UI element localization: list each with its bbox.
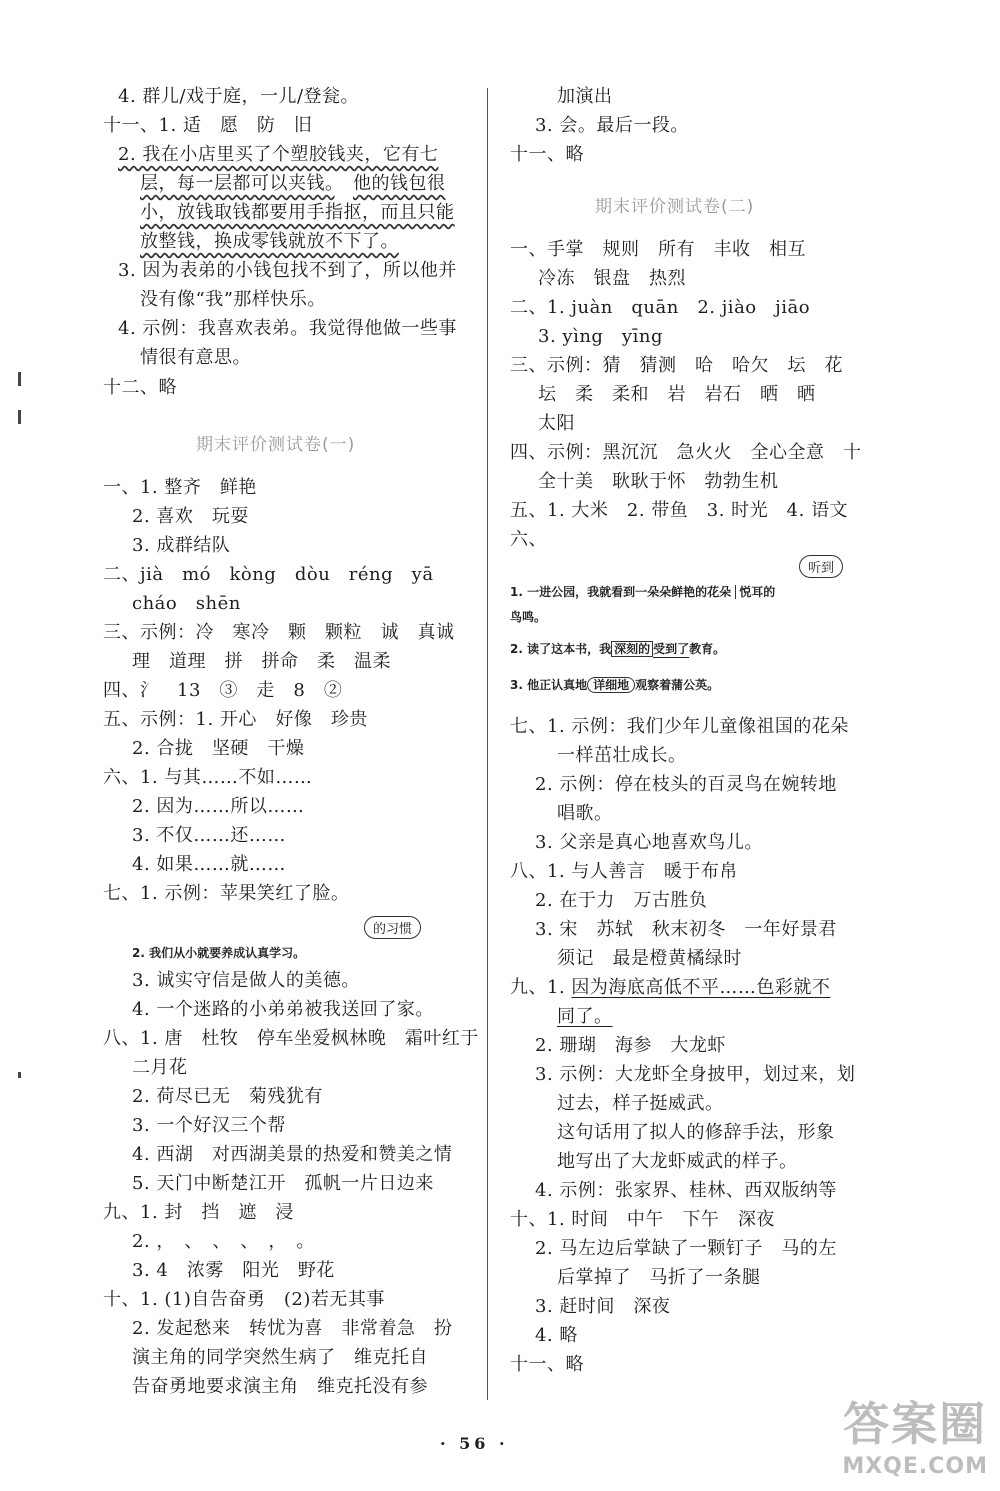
answer-line: 四、示例：黑沉沉 急火火 全心全意 十	[510, 442, 862, 463]
answer-line: 须记 最是橙黄橘绿时	[557, 948, 742, 969]
answer-line: 后掌掉了 马折了一条腿	[557, 1267, 761, 1288]
answer-line: 2. 珊瑚 海参 大龙虾	[535, 1035, 726, 1056]
wavy-underlined-text: 2. 我在小店里买了个塑胶钱夹，它有七	[118, 144, 439, 165]
section-heading: 期末评价测试卷(一)	[196, 435, 356, 455]
answer-line: 3. 因为表弟的小钱包找不到了，所以他并	[118, 260, 457, 281]
answer-line: 太阳	[538, 413, 575, 434]
answer-line: 3. 示例：大龙虾全身披甲，划过来，划	[535, 1064, 856, 1085]
answer-line: 4. 略	[535, 1325, 578, 1346]
answer-line: 全十美 耿耿于怀 勃勃生机	[538, 471, 779, 492]
answer-line: 2. 示例：停在枝头的百灵鸟在婉转地	[535, 774, 837, 795]
answer-line: 十、1. 时间 中午 下午 深夜	[510, 1209, 775, 1230]
answer-line: 2. 发起愁来 转忧为喜 非常着急 扮	[132, 1318, 453, 1339]
answer-line: 四、氵 13 ③ 走 8 ②	[103, 680, 343, 701]
underlined-word: 受到了	[653, 642, 690, 656]
answer-line: 4. 示例：张家界、桂林、西双版纳等	[535, 1180, 837, 1201]
sentence-text: 教育。	[689, 642, 726, 656]
answer-line	[140, 201, 455, 225]
answer-line: 一样茁壮成长。	[557, 745, 687, 766]
answer-line: 七、1. 示例：我们少年儿童像祖国的花朵	[510, 716, 849, 737]
answer-line: 2. 在于力 万古胜负	[535, 890, 708, 911]
boxed-word: 深刻的	[611, 641, 653, 657]
answer-line: 4. 示例：我喜欢表弟。我觉得他做一些事	[118, 318, 457, 339]
answer-line: 这句话用了拟人的修辞手法，形象	[557, 1122, 835, 1143]
answer-line: cháo shēn	[132, 593, 241, 614]
answer-line: 3. 赶时间 深夜	[535, 1296, 671, 1317]
answer-line: 六、1. 与其……不如……	[103, 767, 313, 788]
answer-line: 七、1. 示例：苹果笑红了脸。	[103, 883, 350, 904]
answer-line: 2. 因为……所以……	[132, 796, 305, 817]
correction-sentence	[510, 676, 719, 693]
answer-line: 4. 西湖 对西湖美景的热爱和赞美之情	[132, 1144, 453, 1165]
answer-line	[510, 976, 830, 1000]
answer-line: 5. 天门中断楚江开 孤帆一片日边来	[132, 1173, 434, 1194]
watermark-url: MXQE.COM	[842, 1454, 988, 1479]
answer-line: 地写出了大龙虾威武的样子。	[557, 1151, 798, 1172]
wavy-underlined-text: 他的钱包很	[353, 173, 446, 194]
answer-line: 一、手掌 规则 所有 丰收 相互	[510, 239, 806, 260]
answer-line: 唱歌。	[557, 803, 613, 824]
correction-sentence: 鸟鸣。	[510, 610, 547, 624]
insert-bubble: 听到	[799, 555, 843, 578]
page-number: · 56 ·	[440, 1434, 509, 1453]
watermark	[842, 1388, 988, 1479]
answer-line: 3. 成群结队	[132, 535, 231, 556]
answer-line: 过去，样子挺威武。	[557, 1093, 724, 1114]
answer-line: 二月花	[132, 1057, 188, 1078]
answer-line: 十一、略	[510, 1354, 584, 1375]
underlined-text: 因为海底高低不平……色彩就不	[571, 977, 831, 998]
column-divider	[487, 88, 488, 1400]
answer-line: 2. ， 、 、 、 ， 。	[132, 1231, 315, 1252]
correction-sentence	[510, 640, 725, 657]
answer-line: 告奋勇地要求演主角 维克托没有参	[132, 1376, 428, 1397]
answer-line	[557, 1005, 613, 1029]
answer-line: 冷冻 银盘 热烈	[538, 268, 686, 289]
answer-line	[118, 143, 438, 167]
answer-line: 六、	[510, 529, 547, 550]
answer-line: 加演出	[557, 86, 613, 107]
answer-line: 2. 喜欢 玩耍	[132, 506, 249, 527]
answer-line: 五、示例：1. 开心 好像 珍贵	[103, 709, 368, 730]
sentence-text: 3. 他正认真地	[510, 678, 588, 692]
answer-line: 三、示例：猜 猜测 哈 哈欠 坛 花	[510, 355, 843, 376]
underlined-text: 同了。	[557, 1006, 613, 1027]
answer-line	[140, 172, 446, 196]
watermark-logo: 答案圈	[843, 1397, 988, 1451]
answer-line: 3. 不仅……还……	[132, 825, 286, 846]
answer-line: 演主角的同学突然生病了 维克托自	[132, 1347, 428, 1368]
answer-line: 二、1. juàn quān 2. jiào jiāo	[510, 297, 811, 318]
sentence-text: 悦耳的	[735, 585, 775, 599]
answer-line: 2. 荷尽已无 菊残犹有	[132, 1086, 323, 1107]
margin-mark	[18, 1072, 21, 1078]
answer-line: 3. 诚实守信是做人的美德。	[132, 970, 360, 991]
answer-line	[140, 230, 399, 254]
answer-line: 十二、略	[103, 377, 177, 398]
answer-line: 2. 马左边后掌缺了一颗钉子 马的左	[535, 1238, 837, 1259]
answer-line: 三、示例：冷 寒冷 颗 颗粒 诚 真诚	[103, 622, 455, 643]
sentence-text: 2. 读了这本书，我	[510, 642, 612, 656]
answer-line: 3. 4 浓雾 阳光 野花	[132, 1260, 335, 1281]
sentence-text: 观察着蒲公英。	[635, 678, 720, 692]
answer-line: 十一、略	[510, 144, 584, 165]
answer-line: 4. 一个迷路的小弟弟被我送回了家。	[132, 999, 434, 1020]
answer-line: 2. 合拢 坚硬 干燥	[132, 738, 305, 759]
answer-line: 4. 群儿/戏于庭，一儿/登瓮。	[118, 86, 360, 107]
section-heading: 期末评价测试卷(二)	[595, 197, 755, 217]
answer-line: 坛 柔 柔和 岩 岩石 晒 晒	[538, 384, 816, 405]
answer-line: 3. 会。最后一段。	[535, 115, 689, 136]
correction-sentence	[510, 583, 775, 600]
wavy-underlined-text: 小，放钱取钱都要用手指抠，而且只能	[140, 202, 455, 223]
answer-line: 3. 父亲是真心地喜欢鸟儿。	[535, 832, 763, 853]
answer-line: 4. 如果……就……	[132, 854, 286, 875]
answer-line: 十、1. (1)自告奋勇 (2)若无其事	[103, 1289, 385, 1310]
sentence-text: 1. 一进公园，我就看到一朵朵鲜艳的花朵	[510, 585, 732, 599]
wavy-underlined-text: 放整钱，换成零钱就放不下了。	[140, 231, 399, 252]
margin-mark	[18, 410, 21, 424]
answer-line: 十一、1. 适 愿 防 旧	[103, 115, 313, 136]
correction-sentence: 2. 我们从小就要养成认真学习。	[132, 946, 306, 960]
circled-word: 详细地	[587, 677, 635, 693]
answer-line: 八、1. 与人善言 暖于布帛	[510, 861, 738, 882]
answer-line: 3. 一个好汉三个帮	[132, 1115, 286, 1136]
answer-line: 九、1. 封 挡 遮 浸	[103, 1202, 294, 1223]
answer-line: 情很有意思。	[140, 347, 251, 368]
answer-line: 没有像“我”那样快乐。	[140, 289, 326, 310]
answer-line: 一、1. 整齐 鲜艳	[103, 477, 257, 498]
answer-line: 八、1. 唐 杜牧 停车坐爱枫林晚 霜叶红于	[103, 1028, 479, 1049]
answer-line: 3. yìng yīng	[538, 326, 663, 347]
insert-bubble: 的习惯	[364, 916, 421, 939]
sentence-text: 九、1.	[510, 977, 572, 998]
answer-line: 二、jià mó kòng dòu réng yā	[103, 564, 434, 585]
margin-mark	[18, 372, 21, 386]
answer-line: 理 道理 拼 拼命 柔 温柔	[132, 651, 391, 672]
answer-line: 3. 宋 苏轼 秋末初冬 一年好景君	[535, 919, 837, 940]
answer-line: 五、1. 大米 2. 带鱼 3. 时光 4. 语文	[510, 500, 849, 521]
wavy-underlined-text: 层，每一层都可以夹钱。	[140, 173, 335, 194]
